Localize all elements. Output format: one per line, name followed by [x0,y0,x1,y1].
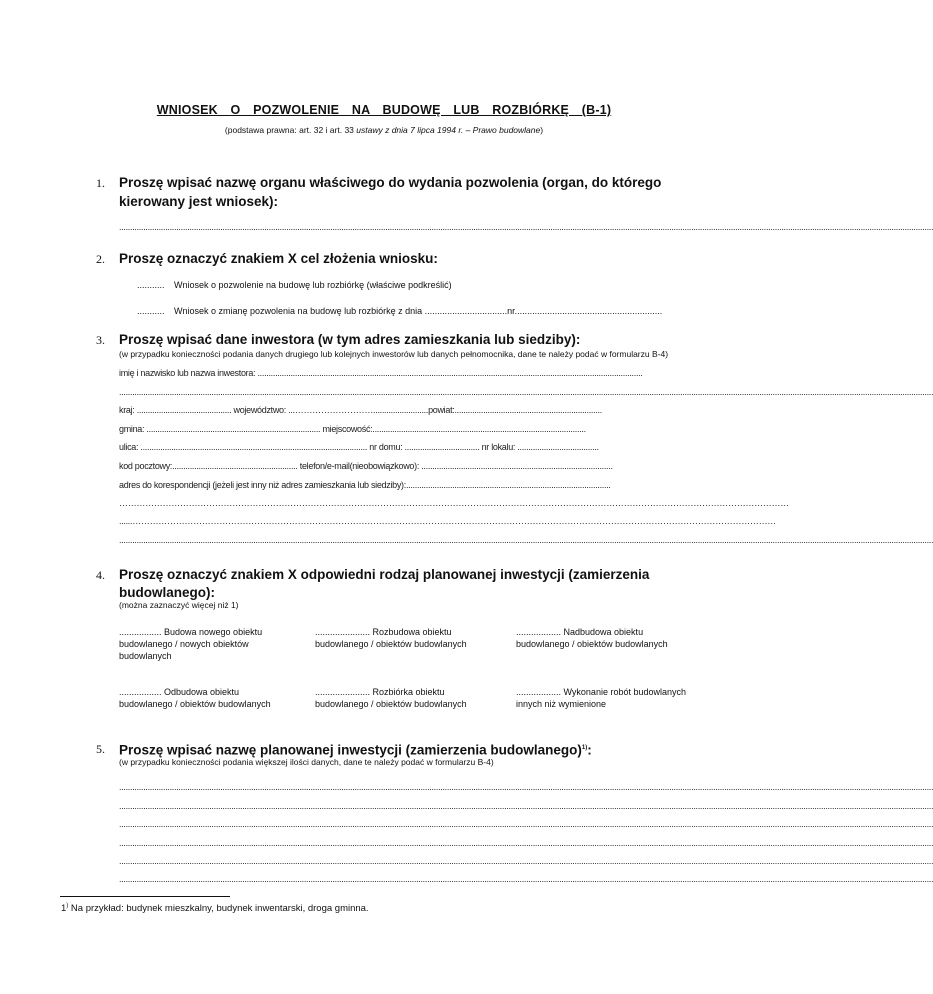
purpose-option-2-mark[interactable]: ........... [137,306,165,316]
section-1-heading-line-2: kierowany jest wniosek): [119,194,279,209]
section-5-note: (w przypadku konieczności podania większej ilości danych, dane te należy podać w formularzu B-4) [119,757,494,767]
section-4-note: (można zaznaczyć więcej niż 1) [119,600,239,610]
section-4-heading-line-1: Proszę oznaczyć znakiem X odpowiedni rodzaj planowanej inwestycji (zamierzenia [119,567,650,582]
investment-type-demolition[interactable]: ...................... Rozbiórka obiektu budowlanego / obiektów budowlanych [315,687,467,709]
postal-code-phone-field[interactable]: kod pocztowy:......................................................... telefon/e-mail(nieobowiązkowo): ....................................................................................... [119,461,613,471]
investment-type-reconstruction[interactable]: ................. Odbudowa obiektu budowlanego / obiektów budowlanych [119,687,271,709]
investment-name-line-4[interactable]: .................................................................................................................................................................................................................................................................................................................................................................................. [119,838,933,848]
section-3-note: (w przypadku konieczności podania danych drugiego lub kolejnych inwestorów lub danych pełnomocnika, dane te należy podać w formularzu B-4) [119,349,669,359]
section-5-heading: Proszę wpisać nazwę planowanej inwestycji (zamierzenia budowlanego)$^{1)}$: [119,742,592,758]
section-1-number: 1. [96,176,105,190]
investor-name-field[interactable]: imię i nazwisko lub nazwa inwestora: ............................................................................................................................................................................... [119,368,643,378]
investment-name-line-1[interactable]: .................................................................................................................................................................................................................................................................................................................................................................................. [119,782,933,792]
form-subtitle: (podstawa prawna: art. 32 i art. 33 ustawy z dnia 7 lipca 1994 r. – Prawo budowlane) [224,125,544,135]
country-region-district-field[interactable]: kraj: ........................................... województwo: ...……………………….........................powiat:................................................................... [119,405,602,415]
section-3-number: 3. [96,333,105,347]
section-5-number: 5. [96,742,105,756]
section-4-heading-line-2: budowlanego): [119,585,215,600]
investment-type-other-works[interactable]: .................. Wykonanie robót budowlanych innych niż wymienione [516,687,687,709]
section-2-heading: Proszę oznaczyć znakiem X cel złożenia wniosku: [119,251,438,266]
investment-type-new-build[interactable]: ................. Budowa nowego obiektu budowlanego / nowych obiektów budowlanych [119,627,263,661]
purpose-option-2-label: Wniosek o zmianę pozwolenia na budowę lub rozbiórkę z dnia .................................nr........................................................... [174,306,663,316]
section-4-number: 4. [96,568,105,582]
correspondence-address-line-4[interactable]: .................................................................................................................................................................................................................................................................................................................................................................................. [119,535,933,545]
correspondence-address-line-3[interactable]: ......…………………………………………………………………………………………………………………………………………………………………………………………………… [119,516,777,526]
purpose-option-1-mark[interactable]: ........... [137,280,165,290]
authority-name-field[interactable]: .................................................................................................................................................................................................................................................................................................................................................................................. [119,222,933,232]
street-number-field[interactable]: ulica: ....................................................................................................... nr domu: .................................. nr lokalu: ..................................... [119,442,599,452]
commune-locality-field[interactable]: gmina: ............................................................................... miejscowość:................................................................................................. [119,424,586,434]
investment-type-superstructure[interactable]: .................. Nadbudowa obiektu budowlanego / obiektów budowlanych [516,627,668,649]
section-3-heading: Proszę wpisać dane inwestora (w tym adres zamieszkania lub siedziby): [119,332,581,347]
investment-name-line-2[interactable]: .................................................................................................................................................................................................................................................................................................................................................................................. [119,801,933,811]
investor-name-extra-field[interactable]: .................................................................................................................................................................................................................................................................................................................................................................................. [119,387,933,397]
purpose-option-1-label: Wniosek o pozwolenie na budowę lub rozbiórkę (właściwe podkreślić) [174,280,452,290]
section-1-heading-line-1: Proszę wpisać nazwę organu właściwego do wydania pozwolenia (organ, do którego [119,175,662,190]
investment-name-line-6[interactable]: .................................................................................................................................................................................................................................................................................................................................................................................. [119,874,933,884]
investment-type-extension[interactable]: ...................... Rozbudowa obiektu budowlanego / obiektów budowlanych [315,627,467,649]
form-title: WNIOSEK O POZWOLENIE NA BUDOWĘ LUB ROZBIÓRKĘ (B-1) [156,103,612,117]
correspondence-address-line-2[interactable]: …………………………………………………………………………………………………………………………………………………………………………………………………………… [119,498,789,508]
correspondence-address-field[interactable]: adres do korespondencji (jeżeli jest inny niż adres zamieszkania lub siedziby):............................................................................................. [119,480,611,490]
footnote: 1) Na przykład: budynek mieszkalny, budynek inwentarski, droga gminna. [61,903,369,915]
section-2-number: 2. [96,252,105,266]
investment-name-line-3[interactable]: .................................................................................................................................................................................................................................................................................................................................................................................. [119,819,933,829]
footnote-separator [60,896,230,897]
investment-name-line-5[interactable]: .................................................................................................................................................................................................................................................................................................................................................................................. [119,856,933,866]
